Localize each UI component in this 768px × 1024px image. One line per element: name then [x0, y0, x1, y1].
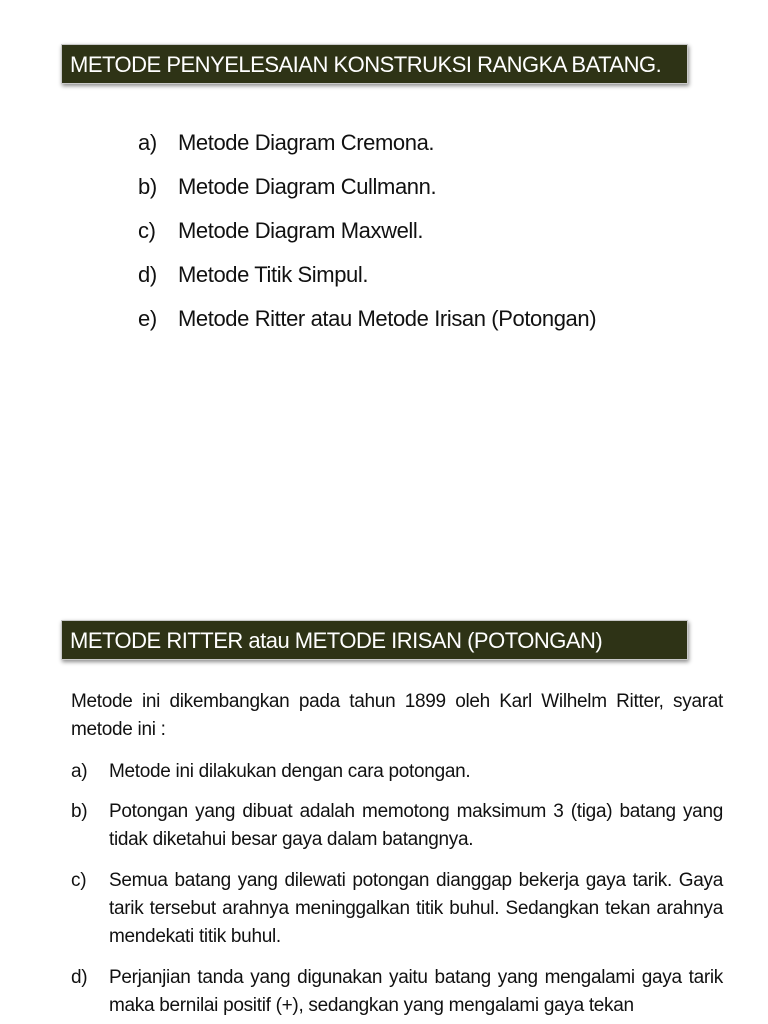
- list-item-label: c): [138, 218, 156, 243]
- list-item-label: c): [71, 870, 87, 891]
- list-item-label: d): [71, 967, 88, 988]
- section-title-methods: METODE PENYELESAIAN KONSTRUKSI RANGKA BATANG.: [61, 44, 688, 84]
- list-item: [138, 172, 596, 216]
- methods-list: [138, 128, 596, 348]
- list-item: [71, 758, 723, 786]
- list-item-label: a): [71, 761, 88, 782]
- list-item-label: e): [138, 306, 157, 331]
- list-item-label: b): [71, 801, 88, 822]
- list-item: [138, 304, 596, 348]
- list-item-text: Semua batang yang dilewati potongan dianggap bekerja gaya tarik. Gaya tarik tersebut arahnya meninggalkan titik buhul. Sedangkan tekan arahnya mendekati titik buhul.: [109, 870, 723, 947]
- list-item: [71, 798, 723, 854]
- section-title-ritter: METODE RITTER atau METODE IRISAN (POTONGAN): [61, 620, 688, 660]
- list-item-text: Metode Diagram Cremona.: [178, 130, 435, 155]
- list-item-text: Metode Diagram Maxwell.: [178, 218, 424, 243]
- list-item: [138, 216, 596, 260]
- list-item-label: b): [138, 174, 157, 199]
- list-item-text: Potongan yang dibuat adalah memotong maksimum 3 (tiga) batang yang tidak diketahui besar gaya dalam batangnya.: [109, 801, 723, 850]
- list-item-label: d): [138, 262, 157, 287]
- list-item-text: Metode Ritter atau Metode Irisan (Potongan): [178, 306, 597, 331]
- list-item: [71, 964, 723, 1020]
- list-item-label: a): [138, 130, 157, 155]
- list-item: [71, 867, 723, 951]
- list-item: [138, 128, 596, 172]
- list-item-text: Metode ini dilakukan dengan cara potongan.: [109, 761, 471, 782]
- list-item-text: Metode Titik Simpul.: [178, 262, 369, 287]
- intro-paragraph: Metode ini dikembangkan pada tahun 1899 oleh Karl Wilhelm Ritter, syarat metode ini :: [71, 691, 723, 740]
- list-item: [138, 260, 596, 304]
- list-item-text: Perjanjian tanda yang digunakan yaitu batang yang mengalami gaya tarik maka bernilai positif (+), sedangkan yang mengalami gaya tekan: [109, 967, 723, 1016]
- list-item-text: Metode Diagram Cullmann.: [178, 174, 437, 199]
